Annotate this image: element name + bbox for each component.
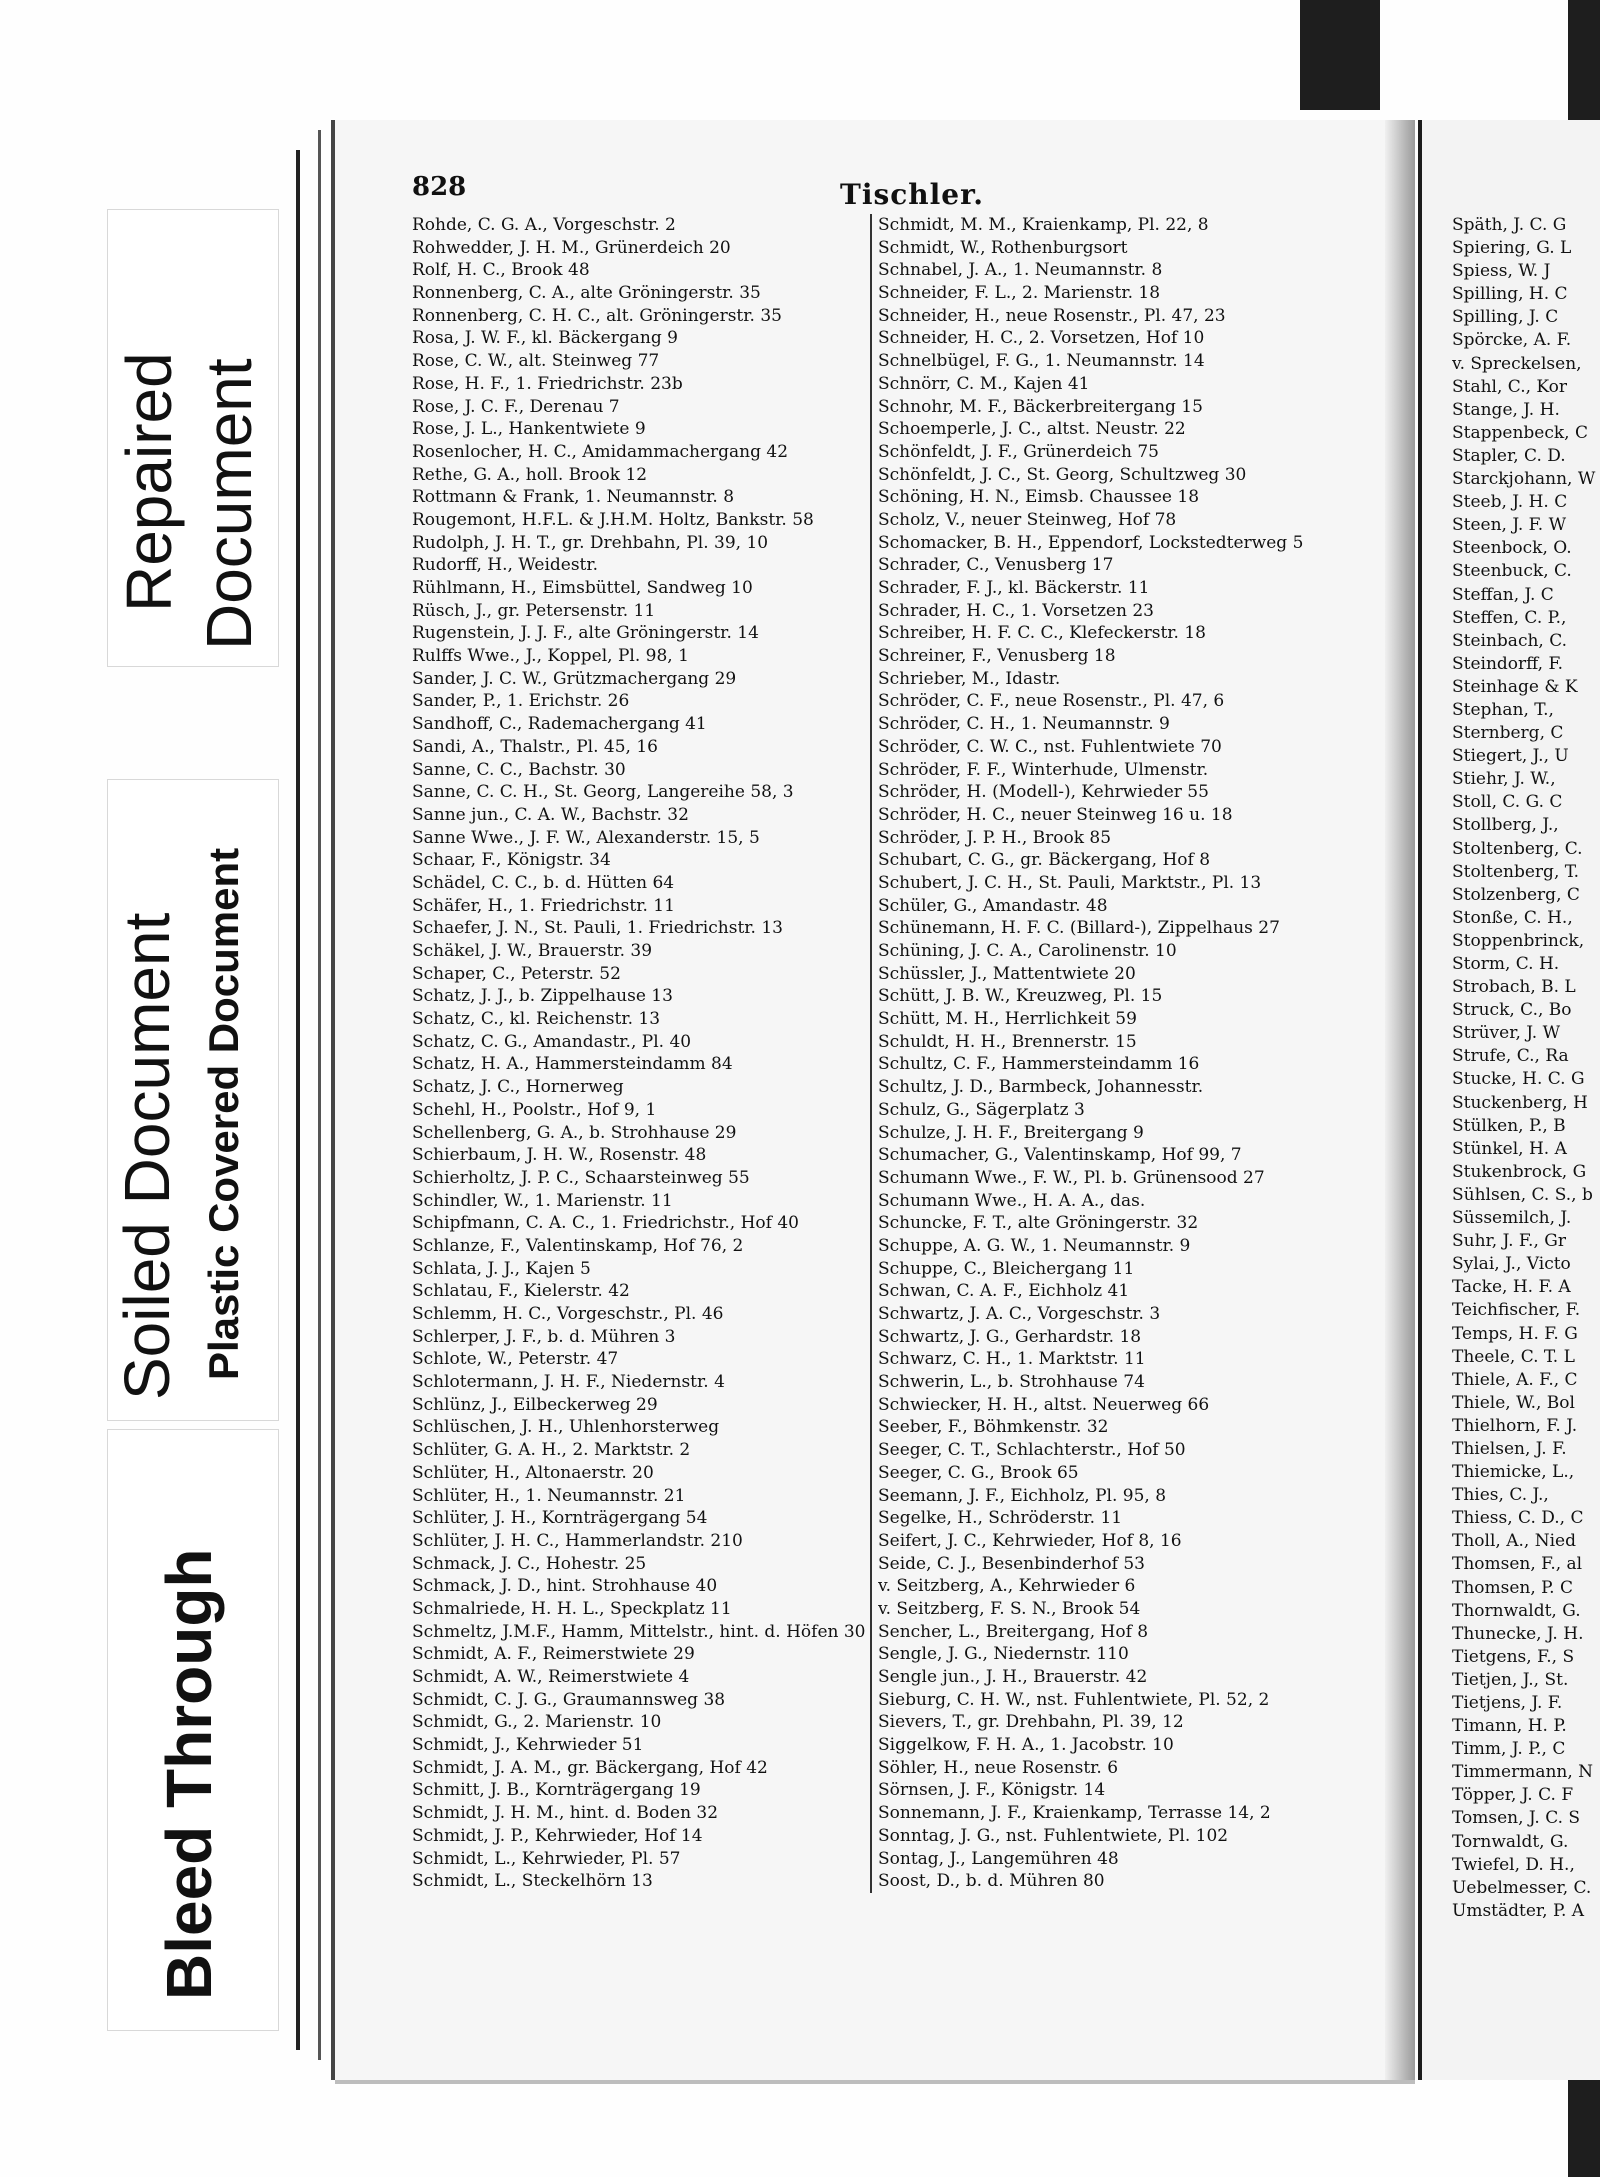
directory-entry: Schierholtz, J. P. C., Schaarsteinweg 55 bbox=[412, 1167, 750, 1188]
directory-entry: Seemann, J. F., Eichholz, Pl. 95, 8 bbox=[878, 1485, 1167, 1506]
directory-entry: Steinhage & K bbox=[1452, 676, 1578, 697]
directory-entry: Seide, C. J., Besenbinderhof 53 bbox=[878, 1553, 1145, 1574]
directory-entry: Strobach, B. L bbox=[1452, 977, 1576, 998]
directory-entry: Umstädter, P. A bbox=[1452, 1900, 1585, 1921]
directory-entry: Steindorff, F. bbox=[1452, 653, 1563, 674]
directory-entry: Steeb, J. H. C bbox=[1452, 492, 1568, 513]
directory-entry: Timm, J. P., C bbox=[1452, 1739, 1566, 1760]
directory-entry: Spilling, H. C bbox=[1452, 284, 1568, 305]
directory-entry: Schnelbügel, F. G., 1. Neumannstr. 14 bbox=[878, 351, 1205, 372]
directory-entry: Sander, J. C. W., Grützmachergang 29 bbox=[412, 668, 737, 689]
directory-entry: Steenbock, O. bbox=[1452, 538, 1572, 559]
directory-entry: Schmeltz, J.M.F., Hamm, Mittelstr., hint. d. Höfen 30 bbox=[412, 1621, 866, 1642]
directory-entry: Schierbaum, J. H. W., Rosenstr. 48 bbox=[412, 1145, 707, 1166]
directory-entry: Rüsch, J., gr. Petersenstr. 11 bbox=[412, 600, 656, 621]
directory-entry: Schatz, J. C., Hornerweg bbox=[412, 1077, 624, 1098]
directory-entry: Scholz, V., neuer Steinweg, Hof 78 bbox=[878, 509, 1177, 530]
directory-entry: Rohde, C. G. A., Vorgeschstr. 2 bbox=[412, 215, 676, 235]
directory-entry: Rougemont, H.F.L. & J.H.M. Holtz, Bankstr. 58 bbox=[412, 509, 814, 530]
directory-entry: Stiehr, J. W., bbox=[1452, 769, 1556, 790]
directory-entry: Schumann Wwe., H. A. A., das. bbox=[878, 1190, 1146, 1211]
directory-entry: Teichfischer, F. bbox=[1452, 1300, 1581, 1321]
directory-entry: Sengle jun., J. H., Brauerstr. 42 bbox=[878, 1667, 1148, 1687]
directory-entry: Stappenbeck, C bbox=[1452, 422, 1588, 443]
directory-entry: Stonße, C. H., bbox=[1452, 907, 1573, 928]
directory-entry: Thiele, A. F., C bbox=[1452, 1369, 1578, 1390]
directory-entry: Schulz, G., Sägerplatz 3 bbox=[878, 1099, 1085, 1120]
directory-entry: Ronnenberg, C. A., alte Gröningerstr. 35 bbox=[412, 283, 761, 304]
directory-column-middle bbox=[870, 214, 1393, 1893]
directory-entry: Thornwaldt, G. bbox=[1452, 1600, 1581, 1621]
directory-entry: Sanne, C. C., Bachstr. 30 bbox=[412, 759, 626, 780]
directory-entry: Schmidt, L., Steckelhörn 13 bbox=[412, 1871, 653, 1892]
directory-entry: Schütt, J. B. W., Kreuzweg, Pl. 15 bbox=[878, 986, 1163, 1007]
directory-entry: Soost, D., b. d. Mühren 80 bbox=[878, 1871, 1105, 1892]
directory-entry: Sternberg, C bbox=[1452, 723, 1564, 744]
directory-entry: Suhr, J. F., Gr bbox=[1452, 1231, 1566, 1252]
directory-entry: Schlüter, H., Altonaerstr. 20 bbox=[412, 1462, 654, 1483]
directory-entry: Schmidt, W., Rothenburgsort bbox=[878, 237, 1128, 258]
directory-entry: Rethe, G. A., holl. Brook 12 bbox=[412, 464, 648, 485]
directory-entry: Schröder, H. C., neuer Steinweg 16 u. 18 bbox=[878, 804, 1233, 825]
directory-entry: Segelke, H., Schröderstr. 11 bbox=[878, 1508, 1123, 1529]
directory-entry: Steenbuck, C. bbox=[1452, 561, 1572, 582]
directory-entry: Sander, P., 1. Erichstr. 26 bbox=[412, 691, 630, 712]
directory-entry: Stange, J. H. bbox=[1452, 399, 1560, 420]
directory-entry: Schmitt, J. B., Kornträgergang 19 bbox=[412, 1780, 701, 1801]
directory-entry: Schlatau, F., Kielerstr. 42 bbox=[412, 1281, 630, 1302]
directory-entry: Starckjohann, W bbox=[1452, 469, 1596, 490]
tab-label-bleed-through: Bleed Through bbox=[153, 1548, 225, 2000]
directory-entry: Schrader, F. J., kl. Bäckerstr. 11 bbox=[878, 578, 1150, 598]
directory-entry: Sontag, J., Langemühren 48 bbox=[878, 1848, 1119, 1869]
directory-entry: Stephan, T., bbox=[1452, 699, 1554, 720]
directory-entry: Schlanze, F., Valentinskamp, Hof 76, 2 bbox=[412, 1235, 744, 1256]
book-edge-line bbox=[296, 150, 300, 2050]
directory-entry: Schlüter, G. A. H., 2. Marktstr. 2 bbox=[412, 1440, 691, 1461]
scanner-dark-band-top bbox=[1300, 0, 1380, 110]
directory-entry: Stahl, C., Kor bbox=[1452, 376, 1568, 397]
directory-entry: Rosenlocher, H. C., Amidammachergang 42 bbox=[412, 441, 789, 462]
directory-entry: Schrieber, M., Idastr. bbox=[878, 668, 1061, 689]
directory-entry: Schatz, C., kl. Reichenstr. 13 bbox=[412, 1009, 661, 1030]
directory-entry: v. Seitzberg, F. S. N., Brook 54 bbox=[878, 1598, 1141, 1619]
directory-entry: Timmermann, N bbox=[1452, 1762, 1594, 1783]
directory-entry: Rühlmann, H., Eimsbüttel, Sandweg 10 bbox=[412, 578, 753, 598]
directory-entry: Schmidt, A. W., Reimerstwiete 4 bbox=[412, 1667, 690, 1687]
directory-entry: Sanne jun., C. A. W., Bachstr. 32 bbox=[412, 804, 689, 825]
directory-entry: Schatz, C. G., Amandastr., Pl. 40 bbox=[412, 1031, 692, 1052]
directory-entry: Schlüschen, J. H., Uhlenhorsterweg bbox=[412, 1417, 720, 1438]
directory-entry: Schüning, J. C. A., Carolinenstr. 10 bbox=[878, 941, 1177, 961]
directory-entry: Stoltenberg, T. bbox=[1452, 861, 1579, 882]
directory-entry: Temps, H. F. G bbox=[1452, 1323, 1578, 1344]
directory-entry: Rudorff, H., Weidestr. bbox=[412, 555, 599, 576]
directory-entry: Schäfer, H., 1. Friedrichstr. 11 bbox=[412, 895, 675, 916]
directory-entry: Töpper, J. C. F bbox=[1452, 1785, 1574, 1806]
directory-entry: Thiess, C. D., C bbox=[1452, 1508, 1584, 1529]
directory-entry: Seeger, C. T., Schlachterstr., Hof 50 bbox=[878, 1440, 1186, 1461]
directory-entry: Thomsen, F., al bbox=[1452, 1554, 1583, 1575]
directory-entry: Schlerper, J. F., b. d. Mühren 3 bbox=[412, 1326, 676, 1347]
directory-entry: Seifert, J. C., Kehrwieder, Hof 8, 16 bbox=[878, 1530, 1182, 1551]
directory-entry: Stukenbrock, G bbox=[1452, 1161, 1587, 1182]
directory-entry: Schröder, C. W. C., nst. Fuhlentwiete 70 bbox=[878, 736, 1222, 757]
directory-entry: Thiele, W., Bol bbox=[1452, 1392, 1575, 1413]
directory-entry: Schlemm, H. C., Vorgeschstr., Pl. 46 bbox=[412, 1304, 724, 1324]
directory-entry: Süssemilch, J. bbox=[1452, 1208, 1572, 1229]
directory-entry: Schüssler, J., Mattentwiete 20 bbox=[878, 963, 1136, 984]
directory-entry: Steffen, C. P., bbox=[1452, 607, 1567, 628]
directory-entry: Stoppenbrinck, bbox=[1452, 930, 1585, 951]
directory-entry: v. Seitzberg, A., Kehrwieder 6 bbox=[878, 1576, 1136, 1597]
directory-entry: Schuppe, C., Bleichergang 11 bbox=[878, 1258, 1135, 1279]
tab-label-document: Document bbox=[193, 358, 265, 650]
directory-entry: Schomacker, B. H., Eppendorf, Lockstedterweg 5 bbox=[878, 532, 1304, 553]
directory-entry: Steinbach, C. bbox=[1452, 630, 1568, 651]
directory-entry: Stülken, P., B bbox=[1452, 1115, 1566, 1136]
directory-entry: Schlotermann, J. H. F., Niedernstr. 4 bbox=[412, 1372, 725, 1393]
directory-entry: Storm, C. H. bbox=[1452, 954, 1560, 974]
directory-entry: Schulze, J. H. F., Breitergang 9 bbox=[878, 1122, 1144, 1143]
directory-entry: Schädel, C. C., b. d. Hütten 64 bbox=[412, 872, 675, 893]
tab-label-soiled: Soiled Document bbox=[111, 912, 183, 1400]
directory-entry: Schuldt, H. H., Brennerstr. 15 bbox=[878, 1031, 1137, 1052]
directory-entry: Thomsen, P. C bbox=[1452, 1577, 1573, 1598]
directory-entry: Schmalriede, H. H. L., Speckplatz 11 bbox=[412, 1598, 732, 1619]
directory-entry: Sievers, T., gr. Drehbahn, Pl. 39, 12 bbox=[878, 1712, 1184, 1733]
directory-entry: Stapler, C. D. bbox=[1452, 445, 1566, 466]
directory-entry: Schumann Wwe., F. W., Pl. b. Grünensood 27 bbox=[878, 1167, 1265, 1188]
directory-entry: Struck, C., Bo bbox=[1452, 1000, 1572, 1021]
directory-entry: Sandhoff, C., Rademachergang 41 bbox=[412, 714, 707, 735]
running-head: Tischler. bbox=[840, 178, 985, 211]
directory-entry: Tacke, H. F. A bbox=[1452, 1277, 1571, 1298]
directory-entry: Schrader, C., Venusberg 17 bbox=[878, 555, 1114, 576]
directory-column-right bbox=[1452, 214, 1600, 1923]
directory-entry: Schröder, C. H., 1. Neumannstr. 9 bbox=[878, 714, 1170, 735]
directory-entry: Rugenstein, J. J. F., alte Gröningerstr. 14 bbox=[412, 623, 759, 644]
directory-entry: Schehl, H., Poolstr., Hof 9, 1 bbox=[412, 1099, 657, 1120]
directory-entry: Stucke, H. C. G bbox=[1452, 1069, 1585, 1090]
directory-entry: Schütt, M. H., Herrlichkeit 59 bbox=[878, 1009, 1137, 1030]
directory-entry: Strufe, C., Ra bbox=[1452, 1046, 1569, 1067]
directory-entry: Rulffs Wwe., J., Koppel, Pl. 98, 1 bbox=[412, 646, 689, 667]
directory-entry: Stünkel, H. A bbox=[1452, 1138, 1567, 1159]
directory-entry: Schultz, C. F., Hammersteindamm 16 bbox=[878, 1054, 1200, 1075]
directory-entry: Söhler, H., neue Rosenstr. 6 bbox=[878, 1757, 1119, 1778]
directory-entry: Schwartz, J. G., Gerhardstr. 18 bbox=[878, 1326, 1142, 1347]
book-edge-line-inner bbox=[318, 130, 321, 2060]
directory-entry: Tietjens, J. F. bbox=[1452, 1693, 1563, 1713]
directory-entry: Schumacher, G., Valentinskamp, Hof 99, 7 bbox=[878, 1145, 1242, 1166]
directory-entry: Steffan, J. C bbox=[1452, 584, 1554, 605]
directory-entry: Rose, C. W., alt. Steinweg 77 bbox=[412, 351, 660, 372]
directory-entry: Thies, C. J., bbox=[1452, 1485, 1549, 1506]
directory-entry: Schatz, J. J., b. Zippelhause 13 bbox=[412, 986, 673, 1007]
directory-entry: Spiering, G. L bbox=[1452, 238, 1572, 259]
directory-entry: Tietgens, F., S bbox=[1452, 1646, 1575, 1667]
directory-entry: Schmidt, L., Kehrwieder, Pl. 57 bbox=[412, 1848, 681, 1869]
directory-entry: Schreiber, H. F. C. C., Klefeckerstr. 18 bbox=[878, 623, 1206, 644]
directory-entry: Sonntag, J. G., nst. Fuhlentwiete, Pl. 102 bbox=[878, 1825, 1229, 1846]
directory-entry: Schmidt, M. M., Kraienkamp, Pl. 22, 8 bbox=[878, 215, 1209, 235]
directory-entry: Stiegert, J., U bbox=[1452, 746, 1569, 767]
directory-entry: Tomsen, J. C. S bbox=[1452, 1808, 1581, 1829]
directory-entry: Schmidt, J. H. M., hint. d. Boden 32 bbox=[412, 1803, 719, 1824]
directory-entry: Rosa, J. W. F., kl. Bäckergang 9 bbox=[412, 328, 678, 349]
directory-entry: Schönfeldt, J. F., Grünerdeich 75 bbox=[878, 441, 1159, 462]
directory-entry: Sühlsen, C. S., b bbox=[1452, 1184, 1593, 1205]
directory-entry: Schatz, H. A., Hammersteindamm 84 bbox=[412, 1054, 733, 1075]
directory-entry: Thielsen, J. F. bbox=[1452, 1438, 1567, 1459]
tab-label-plastic-covered: Plastic Covered Document bbox=[200, 847, 247, 1380]
directory-entry: Schäkel, J. W., Brauerstr. 39 bbox=[412, 941, 653, 961]
directory-entry: Schmack, J. D., hint. Strohhause 40 bbox=[412, 1576, 718, 1597]
directory-entry: Spörcke, A. F. bbox=[1452, 330, 1572, 351]
directory-entry: Seeger, C. G., Brook 65 bbox=[878, 1462, 1079, 1483]
directory-entry: Rolf, H. C., Brook 48 bbox=[412, 260, 590, 281]
directory-entry: Schlünz, J., Eilbeckerweg 29 bbox=[412, 1394, 658, 1415]
directory-entry: Theele, C. T. L bbox=[1452, 1346, 1575, 1367]
directory-entry: Schindler, W., 1. Marienstr. 11 bbox=[412, 1190, 673, 1211]
directory-entry: Schröder, C. F., neue Rosenstr., Pl. 47, 6 bbox=[878, 691, 1225, 712]
directory-column-left bbox=[412, 214, 872, 1893]
directory-entry: Tholl, A., Nied bbox=[1452, 1531, 1576, 1552]
directory-entry: Sörnsen, J. F., Königstr. 14 bbox=[878, 1780, 1106, 1801]
directory-entry: Schünemann, H. F. C. (Billard-), Zippelhaus 27 bbox=[878, 918, 1280, 939]
directory-entry: Schnohr, M. F., Bäckerbreitergang 15 bbox=[878, 396, 1203, 417]
directory-entry: Schuppe, A. G. W., 1. Neumannstr. 9 bbox=[878, 1235, 1191, 1256]
directory-entry: Stollberg, J., bbox=[1452, 815, 1559, 836]
directory-entry: Schnabel, J. A., 1. Neumannstr. 8 bbox=[878, 260, 1163, 281]
directory-entry: Stoll, C. G. C bbox=[1452, 792, 1563, 813]
directory-entry: Sanne Wwe., J. F. W., Alexanderstr. 15, 5 bbox=[412, 827, 760, 848]
directory-entry: Rose, J. C. F., Derenau 7 bbox=[412, 396, 620, 417]
directory-entry: Schneider, H., neue Rosenstr., Pl. 47, 23 bbox=[878, 305, 1226, 326]
directory-entry: Sandi, A., Thalstr., Pl. 45, 16 bbox=[412, 736, 658, 757]
directory-entry: Thiemicke, L., bbox=[1452, 1462, 1575, 1483]
tab-label-repaired: Repaired bbox=[113, 352, 185, 612]
directory-entry: Schaper, C., Peterstr. 52 bbox=[412, 963, 621, 984]
directory-entry: Ronnenberg, C. H. C., alt. Gröningerstr. 35 bbox=[412, 305, 782, 326]
directory-entry: Schlata, J. J., Kajen 5 bbox=[412, 1258, 591, 1279]
directory-entry: Twiefel, D. H., bbox=[1452, 1854, 1575, 1875]
directory-entry: Tornwaldt, G. bbox=[1452, 1831, 1569, 1852]
directory-entry: Thielhorn, F. J. bbox=[1452, 1415, 1578, 1436]
directory-entry: Rottmann & Frank, 1. Neumannstr. 8 bbox=[412, 487, 735, 508]
directory-entry: Späth, J. C. G bbox=[1452, 215, 1567, 235]
directory-entry: Stolzenberg, C bbox=[1452, 884, 1580, 905]
page-number: 828 bbox=[412, 172, 467, 202]
directory-entry: Schaefer, J. N., St. Pauli, 1. Friedrichstr. 13 bbox=[412, 918, 783, 939]
directory-entry: Strüver, J. W bbox=[1452, 1023, 1561, 1044]
directory-entry: Schmidt, J. A. M., gr. Bäckergang, Hof 42 bbox=[412, 1757, 768, 1778]
directory-entry: Schoemperle, J. C., altst. Neustr. 22 bbox=[878, 419, 1186, 440]
directory-entry: Schlüter, J. H. C., Hammerlandstr. 210 bbox=[412, 1530, 743, 1551]
directory-entry: v. Spreckelsen, bbox=[1452, 353, 1582, 374]
directory-entry: Sengle, J. G., Niedernstr. 110 bbox=[878, 1644, 1129, 1665]
directory-entry: Stuckenberg, H bbox=[1452, 1092, 1588, 1113]
directory-entry: Schüler, G., Amandastr. 48 bbox=[878, 895, 1108, 916]
directory-entry: Tietjen, J., St. bbox=[1452, 1669, 1569, 1690]
directory-entry: Schubart, C. G., gr. Bäckergang, Hof 8 bbox=[878, 850, 1211, 871]
directory-entry: Schröder, H. (Modell-), Kehrwieder 55 bbox=[878, 782, 1209, 803]
directory-entry: Stoltenberg, C. bbox=[1452, 838, 1583, 859]
directory-entry: Rohwedder, J. H. M., Grünerdeich 20 bbox=[412, 237, 731, 258]
directory-entry: Schwan, C. A. F., Eichholz 41 bbox=[878, 1281, 1130, 1302]
directory-entry: Rose, H. F., 1. Friedrichstr. 23b bbox=[412, 373, 683, 394]
directory-entry: Schlüter, H., 1. Neumannstr. 21 bbox=[412, 1485, 686, 1506]
directory-entry: Schuncke, F. T., alte Gröningerstr. 32 bbox=[878, 1213, 1199, 1234]
directory-entry: Uebelmesser, C. bbox=[1452, 1877, 1592, 1898]
directory-entry: Schnörr, C. M., Kajen 41 bbox=[878, 373, 1090, 394]
directory-entry: Schröder, F. F., Winterhude, Ulmenstr. bbox=[878, 759, 1209, 780]
directory-entry: Schmack, J. C., Hohestr. 25 bbox=[412, 1553, 647, 1574]
directory-entry: Spilling, J. C bbox=[1452, 307, 1559, 328]
directory-entry: Schaar, F., Königstr. 34 bbox=[412, 850, 611, 871]
directory-entry: Rose, J. L., Hankentwiete 9 bbox=[412, 419, 646, 440]
directory-entry: Schubert, J. C. H., St. Pauli, Marktstr., Pl. 13 bbox=[878, 872, 1262, 893]
directory-entry: Schlüter, J. H., Kornträgergang 54 bbox=[412, 1508, 708, 1529]
directory-entry: Schwiecker, H. H., altst. Neuerweg 66 bbox=[878, 1394, 1210, 1415]
directory-entry: Schmidt, J. P., Kehrwieder, Hof 14 bbox=[412, 1825, 703, 1846]
directory-entry: Schönfeldt, J. C., St. Georg, Schultzweg 30 bbox=[878, 464, 1247, 485]
directory-entry: Thunecke, J. H. bbox=[1452, 1623, 1584, 1644]
directory-entry: Timann, H. P. bbox=[1452, 1716, 1567, 1737]
directory-entry: Schultz, J. D., Barmbeck, Johannesstr. bbox=[878, 1077, 1204, 1098]
directory-entry: Schneider, F. L., 2. Marienstr. 18 bbox=[878, 283, 1161, 304]
directory-entry: Sylai, J., Victo bbox=[1452, 1254, 1571, 1275]
directory-entry: Schipfmann, C. A. C., 1. Friedrichstr., Hof 40 bbox=[412, 1213, 799, 1234]
directory-entry: Schöning, H. N., Eimsb. Chaussee 18 bbox=[878, 487, 1200, 508]
directory-entry: Schmidt, J., Kehrwieder 51 bbox=[412, 1735, 644, 1756]
directory-entry: Spiess, W. J bbox=[1452, 261, 1551, 282]
directory-entry: Schwerin, L., b. Strohhause 74 bbox=[878, 1372, 1145, 1393]
directory-entry: Schwartz, J. A. C., Vorgeschstr. 3 bbox=[878, 1304, 1161, 1324]
directory-entry: Steen, J. F. W bbox=[1452, 515, 1567, 536]
directory-entry: Schmidt, A. F., Reimerstwiete 29 bbox=[412, 1644, 695, 1665]
directory-entry: Schlote, W., Peterstr. 47 bbox=[412, 1349, 619, 1370]
directory-entry: Schellenberg, G. A., b. Strohhause 29 bbox=[412, 1122, 737, 1143]
directory-entry: Schreiner, F., Venusberg 18 bbox=[878, 646, 1116, 667]
directory-entry: Schmidt, C. J. G., Graumannsweg 38 bbox=[412, 1689, 726, 1710]
directory-entry: Schwarz, C. H., 1. Marktstr. 11 bbox=[878, 1349, 1146, 1370]
directory-entry: Sieburg, C. H. W., nst. Fuhlentwiete, Pl. 52, 2 bbox=[878, 1689, 1270, 1710]
directory-entry: Sanne, C. C. H., St. Georg, Langereihe 58, 3 bbox=[412, 782, 794, 803]
directory-entry: Siggelkow, F. H. A., 1. Jacobstr. 10 bbox=[878, 1735, 1174, 1756]
directory-entry: Schröder, J. P. H., Brook 85 bbox=[878, 827, 1112, 848]
directory-entry: Seeber, F., Böhmkenstr. 32 bbox=[878, 1417, 1109, 1438]
directory-entry: Schneider, H. C., 2. Vorsetzen, Hof 10 bbox=[878, 328, 1205, 349]
directory-entry: Sonnemann, J. F., Kraienkamp, Terrasse 14, 2 bbox=[878, 1803, 1271, 1824]
directory-entry: Schmidt, G., 2. Marienstr. 10 bbox=[412, 1712, 662, 1733]
directory-entry: Rudolph, J. H. T., gr. Drehbahn, Pl. 39, 10 bbox=[412, 532, 769, 553]
directory-entry: Schrader, H. C., 1. Vorsetzen 23 bbox=[878, 600, 1154, 621]
directory-entry: Sencher, L., Breitergang, Hof 8 bbox=[878, 1621, 1149, 1642]
